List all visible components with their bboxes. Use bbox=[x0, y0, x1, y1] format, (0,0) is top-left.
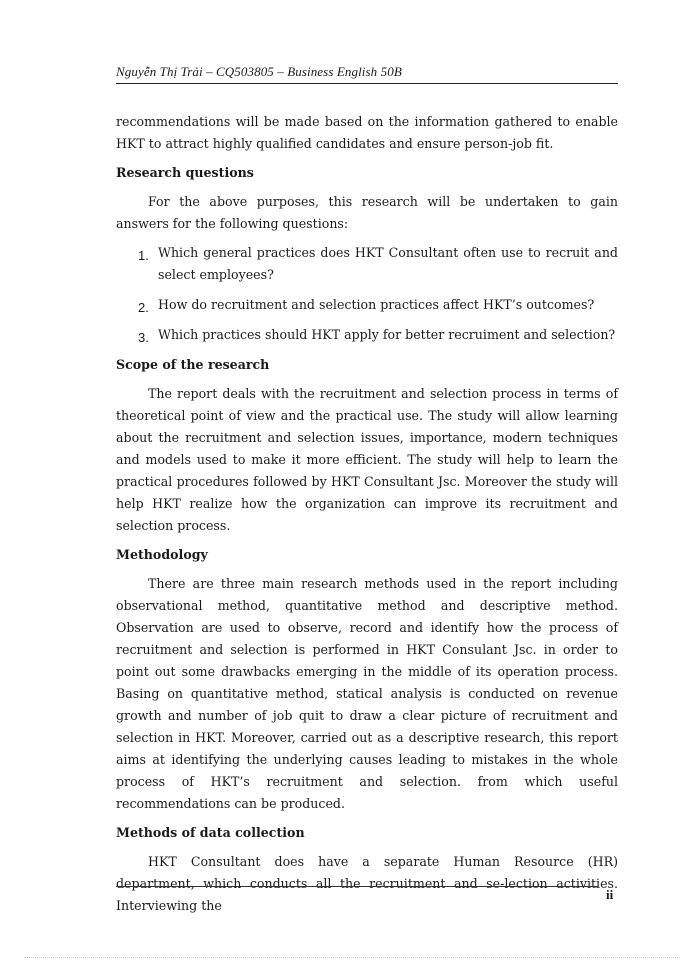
research-questions-heading: Research questions bbox=[116, 165, 254, 180]
list-item bbox=[116, 242, 618, 286]
list-number: 3. bbox=[138, 330, 149, 345]
document-body bbox=[116, 111, 618, 917]
page-bottom-edge bbox=[24, 957, 680, 958]
page-number: ii bbox=[606, 887, 614, 902]
list-item bbox=[116, 294, 618, 316]
header-divider bbox=[116, 83, 618, 84]
research-questions-intro: For the above purposes, this research will be undertaken to gain answers for the following questions: bbox=[116, 194, 618, 231]
running-header: Nguyễn Thị Trải – CQ503805 – Business English 50B bbox=[116, 64, 402, 79]
data-collection-paragraph: HKT Consultant does have a separate Human Resource (HR) department, which conducts all the recruitment and se-lection activities. Interviewing the bbox=[116, 854, 618, 913]
list-item-text: Which general practices does HKT Consultant often use to recruit and select employees? bbox=[158, 245, 618, 282]
footer-divider bbox=[116, 886, 598, 887]
data-collection-heading: Methods of data collection bbox=[116, 825, 305, 840]
research-questions-list bbox=[116, 242, 618, 346]
intro-paragraph: recommendations will be made based on the information gathered to enable HKT to attract highly qualified candidates and ensure person-job fit. bbox=[116, 114, 618, 151]
scope-paragraph: The report deals with the recruitment and selection process in terms of theoretical point of view and the practical use. The study will allow learning about the recruitment and selection issues, importance, modern techniques and models used to make it more efficient. The study will help to learn the practical procedures followed by HKT Consultant Jsc. Moreover the study will help HKT realize how the organization can improve its recruitment and selection process. bbox=[116, 386, 618, 533]
list-number: 2. bbox=[138, 300, 149, 315]
methodology-paragraph: There are three main research methods used in the report including observational method, quantitative method and descriptive method. Observation are used to observe, record and identify how the process of recruitment and selection is performed in HKT Consulant Jsc. in order to point out some drawbacks emerging in the middle of its operation process. Basing on quantitative method, statical analysis is conducted on revenue growth and number of job quit to draw a clear picture of recruitment and selection in HKT. Moreover, carried out as a descriptive research, this report aims at identifying the underlying causes leading to mistakes in the whole process of HKT’s recruitment and selection. from which useful recommendations can be produced. bbox=[116, 576, 618, 811]
scope-heading: Scope of the research bbox=[116, 357, 270, 372]
list-item bbox=[116, 324, 618, 346]
list-item-text: Which practices should HKT apply for better recruiment and selection? bbox=[158, 327, 616, 342]
list-number: 1. bbox=[138, 248, 149, 263]
list-item-text: How do recruitment and selection practices affect HKT’s outcomes? bbox=[158, 297, 595, 312]
methodology-heading: Methodology bbox=[116, 547, 208, 562]
